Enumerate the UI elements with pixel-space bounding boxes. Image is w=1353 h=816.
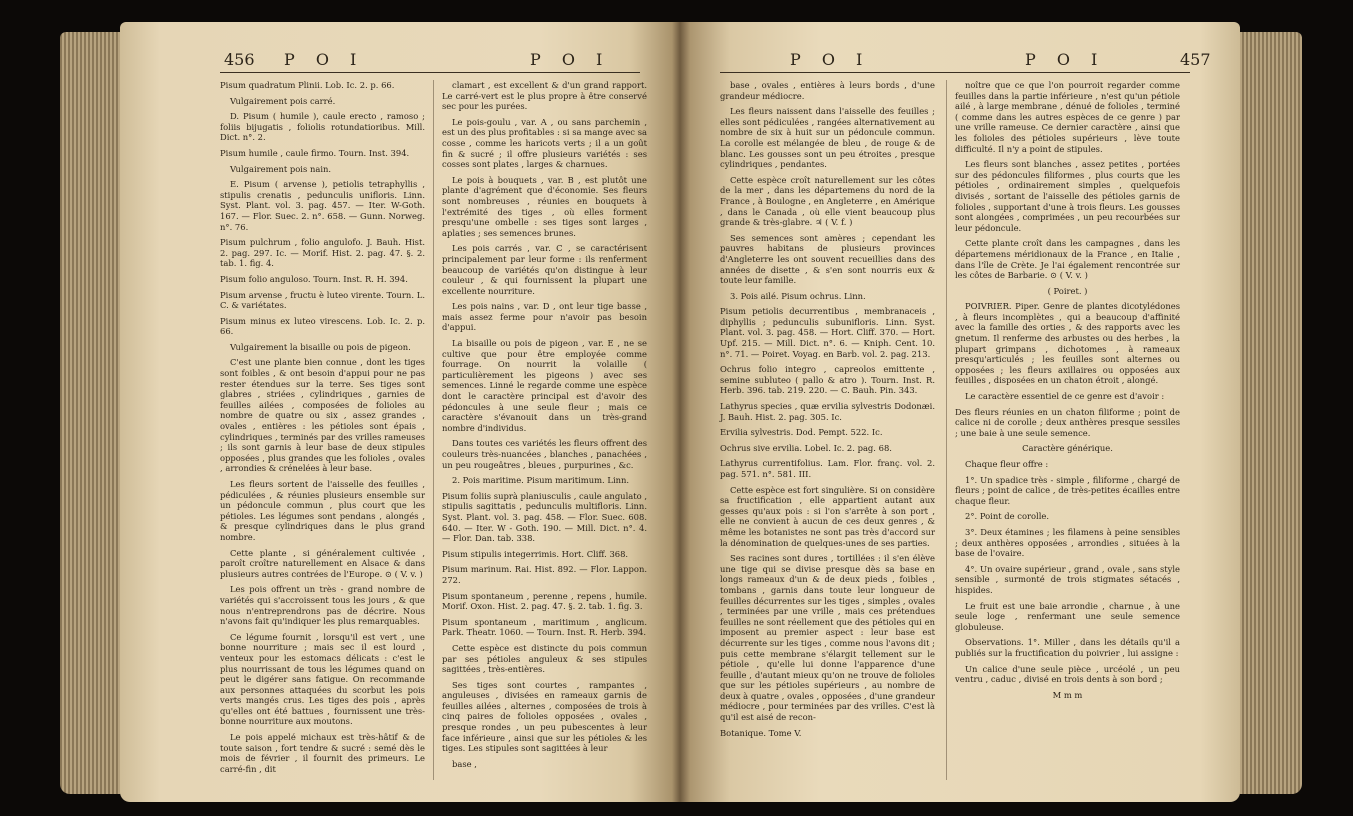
running-head: P O I: [1025, 50, 1106, 69]
paragraph: Le pois appelé michaux est très-hâtif & de toute saison , fort tendre & sucré : semé dès le mois de février , il fournit des primeurs. Le carré-fin , dit: [220, 732, 425, 774]
paragraph: Pisum petiolis decurrentibus , membranaceis , diphyllis ; pedunculis subunifloris. Linn. Syst. Plant. vol. 3. pag. 458. — Hort. Cliff. 370. — Hort. Upf. 215. — Mill. Dict. n°. 6. — Kniph. Cent. 10. n°. 71. — Poiret. Voyag. en Barb. vol. 2. pag. 213.: [720, 306, 935, 359]
page-edges-right: [1236, 32, 1302, 794]
paragraph: Le caractère essentiel de ce genre est d'avoir :: [965, 391, 1165, 402]
paragraph: Caractère générique.: [1022, 443, 1113, 454]
paragraph: Pisum folio anguloso. Tourn. Inst. R. H. 394.: [220, 273, 408, 284]
paragraph: base ,: [452, 758, 477, 769]
paragraph: Cette plante croît dans les campagnes , dans les départemens méridionaux de la France , en Italie , dans l'île de Crète. Je l'ai également rencontrée sur les côtes de Barbarie. ⊙ ( V. v. ): [955, 238, 1180, 281]
right-page: [680, 22, 1240, 802]
paragraph: Pisum quadratum Plinii. Lob. Ic. 2. p. 66.: [220, 80, 395, 90]
paragraph: C'est une plante bien connue , dont les tiges sont foibles , & ont besoin d'appui pour ne pas rester étendues sur la terre. Ses tiges sont glabres , striées , cylindriques , garnies de feuilles ailées , composées de folioles au nombre de quatre ou six , assez grandes , ovales , entières : les pétioles sont épais , cylindriques , terminés par des vrilles rameuses ; ils sont garnis à leur base de deux stipules opposées , plus grandes que les folioles , ovales , arrondies & crénelées à leur base.: [220, 357, 425, 474]
page-number: 456: [224, 50, 255, 69]
paragraph: Des fleurs réunies en un chaton filiforme ; point de calice ni de corolle ; deux anthères presque sessiles ; une baie à une seule semence.: [955, 406, 1180, 438]
paragraph: Pisum stipulis integerrimis. Hort. Cliff. 368.: [442, 548, 629, 559]
paragraph: 1°. Un spadice très - simple , filiforme , chargé de fleurs ; point de calice , de très-petites écailles entre chaque fleur.: [955, 474, 1180, 506]
paragraph: base , ovales , entières à leurs bords , d'une grandeur médiocre.: [720, 80, 935, 101]
paragraph: Ce légume fournit , lorsqu'il est vert , une bonne nourriture ; mais sec il est lourd , venteux pour les estomacs délicats : c'est le plus nourrissant de tous les légumes quand on peut le digérer sans fatigue. On recommande aux personnes attaquées du scorbut les pois verts mangés crus. Les tiges des pois , après qu'elles ont été battues , fournissent une très-bonne nourriture aux moutons.: [220, 631, 425, 727]
paragraph: Le pois-goulu , var. A , ou sans parchemin , est un des plus profitables : si sa mange avec sa cosse , comme les haricots verts ; il a un goût fin & sucré ; il offre plusieurs variétés : ses cosses sont plates , larges & charnues.: [442, 116, 647, 170]
paragraph: Les pois carrés , var. C , se caractérisent principalement par leur forme : ils renferment beaucoup de variétés qu'on distingue à leur couleur , & qui fournissent la plupart une excellente nourriture.: [442, 243, 647, 296]
paragraph: Dans toutes ces variétés les fleurs offrent des couleurs très-nuancées , blanches , panachées , un peu rougeâtres , bleues , purpurines , &c.: [442, 438, 647, 470]
paragraph: POIVRIER. Piper. Genre de plantes dicotylédones , à fleurs incomplètes , qui a beaucoup d'affinité avec la famille des orties , & des rapports avec les gnetum. Il renferme des arbustes ou des herbes , la plupart grimpans , dichotomes , à rameaux presqu'articulés ; les feuilles sont alternes ou opposées ; les fleurs axillaires ou opposées aux feuilles , disposées en un chaton étroit , alongé.: [955, 301, 1180, 386]
paragraph: Pisum minus ex luteo virescens. Lob. Ic. 2. p. 66.: [220, 315, 425, 337]
paragraph: clamart , est excellent & d'un grand rapport. Le carré-vert est le plus propre à être conservé sec pour les purées.: [442, 80, 647, 112]
running-head: P O I: [790, 50, 871, 69]
paragraph: Un calice d'une seule pièce , urcéolé , un peu ventru , caduc , divisé en trois dents à son bord ;: [955, 663, 1180, 685]
paragraph: Les pois offrent un très - grand nombre de variétés qui s'accroissent tous les jours , & que nous n'entreprendrons pas de décrire. Nous n'avons fait qu'indiquer les plus remarquables.: [220, 584, 425, 627]
paragraph: Les fleurs sont blanches , assez petites , portées sur des pédoncules filiformes , plus courts que les pétioles , ordinairement simples , quelquefois divisés , sortant de l'aisselle des pétioles garnis de folioles , supportant d'une à trois fleurs. Les gousses sont alongées , comprimées , un peu recourbées sur leur pédoncule.: [955, 159, 1180, 233]
paragraph: Ses tiges sont courtes , rampantes , anguleuses , divisées en rameaux garnis de feuilles ailées , alternes , composées de trois à cinq paires de folioles opposées , ovales , presque rondes , un peu pubescentes à leur face inférieure , ainsi que sur les pétioles & les tiges. Les stipules sont sagittées à leur: [442, 679, 647, 754]
paragraph: Le pois à bouquets , var. B , est plutôt une plante d'agrément que d'économie. Ses fleurs sont nombreuses , réunies en bouquets à l'extrémité des tiges , où elles forment presqu'une ombelle : ses tiges sont larges , aplaties ; ses semences brunes.: [442, 174, 647, 238]
text-column-1: [720, 80, 935, 743]
paragraph: Pisum spontaneum , perenne , repens , humile. Morif. Oxon. Hist. 2. pag. 47. §. 2. tab. 1. fig. 3.: [442, 590, 647, 612]
paragraph: Lathyrus species , quæ ervilia sylvestris Dodonæi. J. Bauh. Hist. 2. pag. 305. Ic.: [720, 401, 935, 422]
text-column-2: [442, 80, 647, 774]
paragraph: Cette espèce est distincte du pois commun par ses pétioles anguleux & ses stipules sagittées , très-entières.: [442, 642, 647, 675]
paragraph: Lathyrus currentifolius. Lam. Flor. franç. vol. 2. pag. 571. n°. 581. III.: [720, 458, 935, 479]
paragraph: Cette plante , si généralement cultivée , paroît croître naturellement en Alsace & dans plusieurs autres contrées de l'Europe. ⊙ ( V. v. ): [220, 547, 425, 579]
paragraph: Les pois nains , var. D , ont leur tige basse , mais assez ferme pour n'avoir pas besoin d'appui.: [442, 301, 647, 333]
paragraph: D. Pisum ( humile ), caule erecto , ramoso ; foliis bijugatis , foliolis rotundatioribus. Mill. Dict. n°. 2.: [220, 111, 425, 143]
paragraph: Les fleurs naissent dans l'aisselle des feuilles ; elles sont pédiculées , rangées alternativement au nombre de six à huit sur un pédoncule commun. La corolle est mélangée de bleu , de rouge & de blanc. Les gousses sont un peu étroites , presque cylindriques , pendantes.: [720, 106, 935, 170]
paragraph: Cette espèce croît naturellement sur les côtes de la mer , dans les départemens du nord de la France , à Boulogne , en Angleterre , en Amérique , dans le Canada , où elle vient beaucoup plus grande & très-glabre. ♃ ( V. f. ): [720, 174, 935, 228]
paragraph: M m m: [1052, 689, 1083, 700]
paragraph: Vulgairement pois nain.: [230, 163, 332, 174]
head-rule: [220, 72, 640, 73]
paragraph: Chaque fleur offre :: [965, 459, 1049, 469]
column-divider: [946, 80, 947, 780]
paragraph: 3°. Deux étamines ; les filamens à peine sensibles ; deux anthères opposées , arrondies , situées à la base de l'ovaire.: [955, 526, 1180, 559]
paragraph: Pisum humile , caule firmo. Tourn. Inst. 394.: [220, 147, 410, 158]
page-number: 457: [1180, 50, 1211, 69]
column-divider: [433, 80, 434, 780]
paragraph: ( Poiret. ): [1047, 285, 1088, 296]
paragraph: Ervilia sylvestris. Dod. Pempt. 522. Ic.: [720, 427, 883, 438]
paragraph: Vulgairement la bisaille ou pois de pigeon.: [230, 341, 411, 352]
paragraph: Pisum marinum. Rai. Hist. 892. — Flor. Lappon. 272.: [442, 564, 647, 585]
paragraph: 3. Pois ailé. Pisum ochrus. Linn.: [730, 290, 866, 301]
paragraph: Ses semences sont amères ; cependant les pauvres habitans de plusieurs provinces d'Angleterre les ont souvent recueillies dans des années de disette , & s'en sont nourris eux & toute leur famille.: [720, 232, 935, 286]
paragraph: Ses racines sont dures , tortillées : il s'en élève une tige qui se divise presque dès sa base en longs rameaux d'un & de deux pieds , foibles , tombans , garnis dans toute leur longueur de feuilles décurrentes sur les tiges , simples , ovales , terminées par une vrille , mais ces prétendues feuilles ne sont réellement que des pétioles qui en imposent au premier aspect : leur base est décurrente sur les tiges , comme nous l'avons dit ; puis cette membrane s'élargit tellement sur le pétiole , qu'elle lui donne l'apparence d'une feuille , d'autant mieux qu'on ne trouve de folioles que sur les pétioles supérieurs , au nombre de deux à quatre , ovales , opposées , d'une grandeur médiocre , pour terminées par des vrilles. C'est là qu'il est aisé de recon-: [720, 553, 935, 723]
text-column-1: [220, 80, 425, 779]
head-rule: [720, 72, 1190, 73]
paragraph: Cette espèce est fort singulière. Si on considère sa fructification , elle appartient autant aux gesses qu'aux pois : si l'on s'arrête à son port , elle ne convient à aucun de ces deux genres , & même les botanistes ne sont pas très d'accord sur la dénomination de quelques-unes de ses parties.: [720, 484, 935, 548]
paragraph: E. Pisum ( arvense ), petiolis tetraphyllis , stipulis crenatis , pedunculis unifloris. Linn. Syst. Plant. vol. 3. pag. 457. — Iter. W-Goth. 167. — Flor. Suec. 2. n°. 658. — Gunn. Norweg. n°. 76.: [220, 179, 425, 232]
paragraph: noître que ce que l'on pourroit regarder comme feuilles dans la partie inférieure , n'est qu'un pétiole ailé , à large membrane , dénué de folioles , terminé ( comme dans les autres espèces de ce genre ) par une vrille rameuse. Ce dernier caractère , ainsi que les folioles des pétioles supérieurs , lève toute difficulté. Il n'y a point de stipules.: [955, 80, 1180, 154]
text-column-2: [955, 80, 1180, 705]
paragraph: Pisum spontaneum , maritimum , anglicum. Park. Theatr. 1060. — Tourn. Inst. R. Herb. 394.: [442, 616, 647, 638]
page-edges-left: [60, 32, 124, 794]
paragraph: Ochrus folio integro , capreolos emittente , semine subluteo ( pallo & atro ). Tourn. Inst. R. Herb. 396. tab. 219. 220. — C. Bauh. Pin. 343.: [720, 364, 935, 396]
paragraph: Observations. 1°. Miller , dans les détails qu'il a publiés sur la fructification du poivrier , lui assigne :: [955, 637, 1180, 658]
paragraph: 4°. Un ovaire supérieur , grand , ovale , sans style sensible , surmonté de trois stigmates sétacés , hispides.: [955, 563, 1180, 595]
paragraph: 2. Pois maritime. Pisum maritimum. Linn.: [452, 475, 630, 486]
paragraph: Pisum arvense , fructu è luteo virente. Tourn. L. C. & variétates.: [220, 289, 425, 311]
paragraph: Vulgairement pois carré.: [230, 95, 336, 106]
paragraph: Ochrus sive ervilia. Lobel. Ic. 2. pag. 68.: [720, 442, 892, 453]
paragraph: Les fleurs sortent de l'aisselle des feuilles , pédiculées , & réunies plusieurs ensemble sur un pédoncule commun , plus court que les pétioles. Les légumes sont pendans , alongés , & presque cylindriques dans le plus grand nombre.: [220, 479, 425, 542]
paragraph: Botanique. Tome V.: [720, 727, 802, 738]
running-head: P O I: [530, 50, 611, 69]
paragraph: Le fruit est une baie arrondie , charnue , à une seule loge , renfermant une seule semence globuleuse.: [955, 600, 1180, 632]
paragraph: La bisaille ou pois de pigeon , var. E , ne se cultive que pour être employée comme fourrage. On nourrit la volaille ( particulièrement les pigeons ) avec ses semences. Linné le regarde comme une espèce dont le caractère principal est d'avoir des pédoncules à une seule fleur ; mais ce caractère s'évanouit dans un très-grand nombre d'individus.: [442, 338, 647, 433]
paragraph: Pisum pulchrum , folio angulofo. J. Bauh. Hist. 2. pag. 297. Ic. — Morif. Hist. 2. pag. 47. §. 2. tab. 1. fig. 4.: [220, 237, 425, 269]
paragraph: Pisum foliis suprà planiusculis , caule angulato , stipulis sagittatis , pedunculis multifloris. Linn. Syst. Plant. vol. 3. pag. 458. — Flor. Suec. 608. 640. — Iter. W - Goth. 190. — Mill. Dict. n°. 4. — Flor. Dan. tab. 338.: [442, 490, 647, 544]
paragraph: 2°. Point de corolle.: [965, 511, 1050, 522]
left-page: [120, 22, 680, 802]
running-head: P O I: [284, 50, 365, 69]
